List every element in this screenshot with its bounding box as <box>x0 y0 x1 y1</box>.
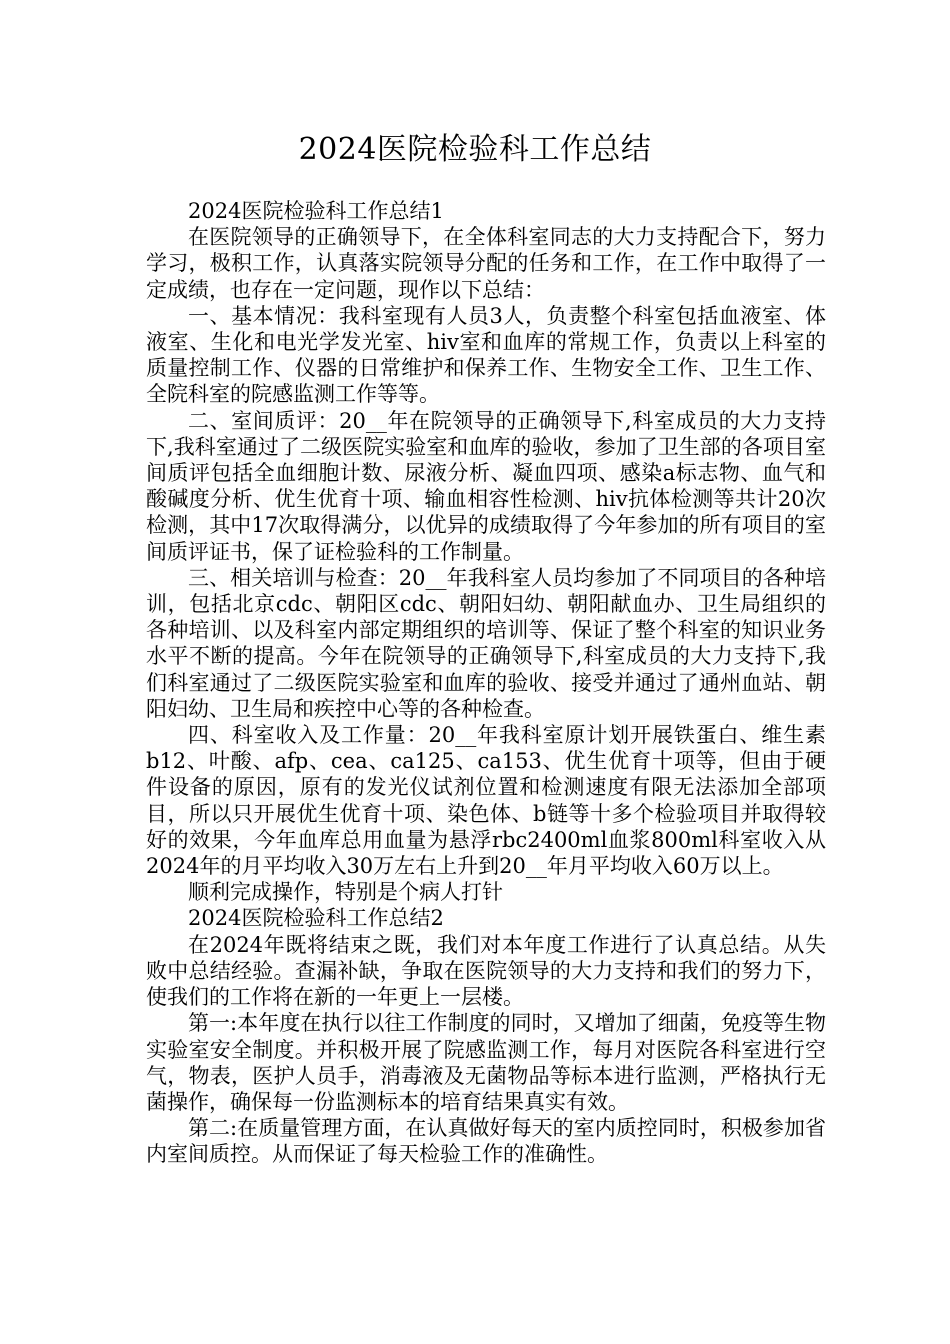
paragraph-first: 第一:本年度在执行以往工作制度的同时，又增加了细菌，免疫等生物实验室安全制度。并积极开展了院感监测工作，每月对医院各科室进行空气，物表，医护人员手，消毒液及无菌物品等标本进行监测，严格执行无菌操作，确保每一份监测标本的培育结果真实有效。 <box>146 1011 826 1114</box>
section-heading-1: 2024医院检验科工作总结1 <box>188 199 444 223</box>
section-heading-2: 2024医院检验科工作总结2 <box>188 906 444 931</box>
paragraph-training: 三、相关培训与检查：20__年我科室人员均参加了不同项目的各种培训，包括北京cdc、朝阳区cdc、朝阳妇幼、朝阳献血办、卫生局组织的各种培训、以及科室内部定期组织的培训等、保证了整个科室的知识业务水平不断的提高。今年在院领导的正确领导下,科室成员的大力支持下,我们科室通过了二级医院实验室和血库的验收、接受并通过了通州血站、朝阳妇幼、卫生局和疾控中心等的各种检查。 <box>146 565 826 721</box>
paragraph-note: 顺利完成操作，特别是个病人打针 <box>188 880 503 905</box>
paragraph-income-workload: 四、科室收入及工作量：20__年我科室原计划开展铁蛋白、维生素b12、叶酸、afp、cea、ca125、ca153、优生优育十项等，但由于硬件设备的原因，原有的发光仪试剂位置和检测速度有限无法添加全部项目，所以只开展优生优育十项、染色体、b链等十多个检验项目并取得较好的效果，今年血库总用血量为悬浮rbc2400ml血浆800ml科室收入从2024年的月平均收入30万左右上升到20__年月平均收入60万以上。 <box>146 723 826 879</box>
paragraph-quality-assessment: 二、室间质评：20__年在院领导的正确领导下,科室成员的大力支持下,我科室通过了二级医院实验室和血库的验收，参加了卫生部的各项目室间质评包括全血细胞计数、尿液分析、凝血四项、感染a标志物、血气和酸碱度分析、优生优育十项、输血相容性检测、hiv抗体检测等共计20次检测，其中17次取得满分，以优异的成绩取得了今年参加的所有项目的室间质评证书，保了证检验科的工作制量。 <box>146 408 826 564</box>
paragraph-second: 第二:在质量管理方面，在认真做好每天的室内质控同时，积极参加省内室间质控。从而保证了每天检验工作的准确性。 <box>146 1116 826 1167</box>
paragraph-basic-situation: 一、基本情况：我科室现有人员3人，负责整个科室包括血液室、体液室、生化和电光学发光室、hiv室和血库的常规工作，负责以上科室的质量控制工作、仪器的日常维护和保养工作、生物安全工作、卫生工作、全院科室的院感监测工作等等。 <box>146 303 826 407</box>
paragraph-intro: 在医院领导的正确领导下，在全体科室同志的大力支持配合下，努力学习，极积工作，认真落实院领导分配的任务和工作，在工作中取得了一定成绩，也存在一定问题，现作以下总结： <box>146 225 826 302</box>
page-title: 2024医院检验科工作总结 <box>298 132 652 167</box>
paragraph-year-end: 在2024年既将结束之既，我们对本年度工作进行了认真总结。从失败中总结经验。查漏补缺，争取在医院领导的大力支持和我们的努力下，使我们的工作将在新的一年更上一层楼。 <box>146 932 826 1010</box>
document-body <box>146 198 826 1168</box>
